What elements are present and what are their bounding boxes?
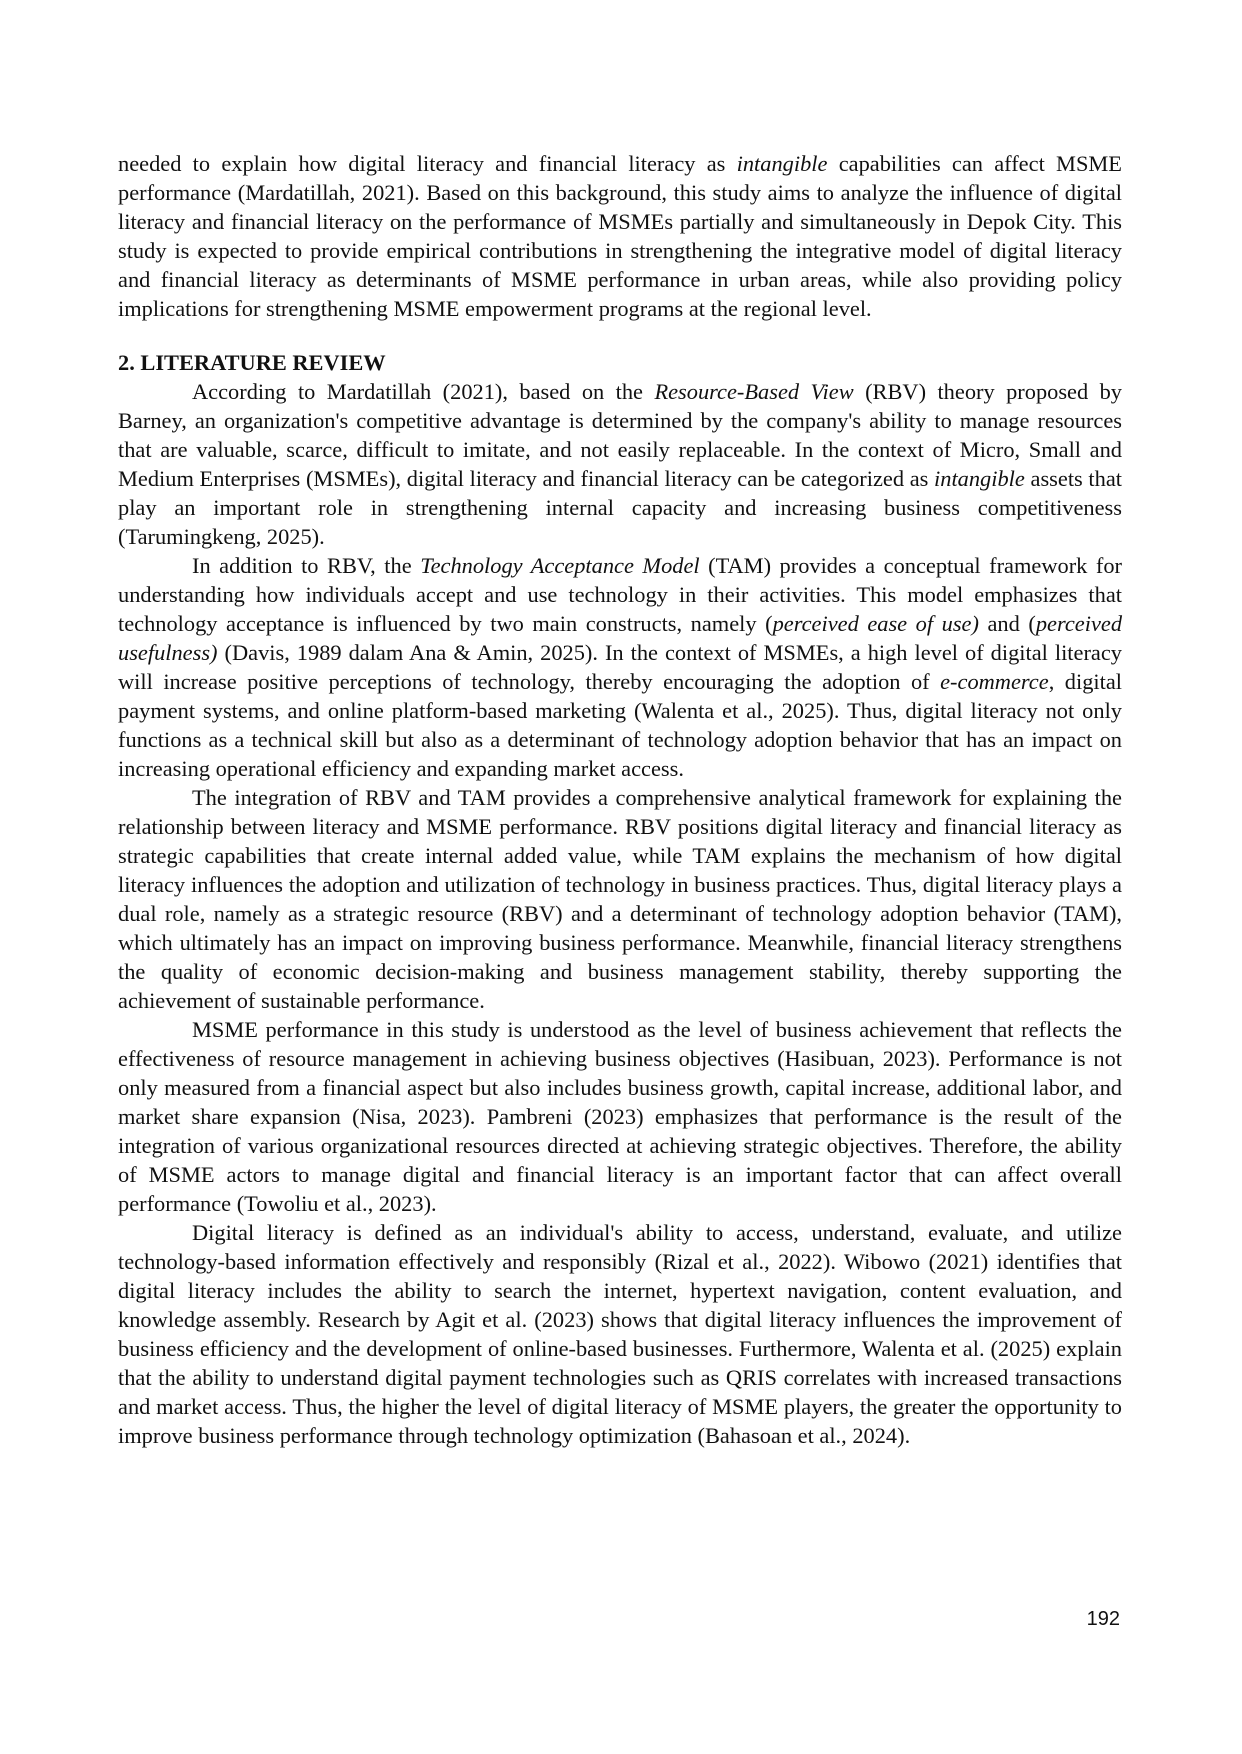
paragraph-digital-literacy <box>118 1218 1122 1450</box>
text-run: , digital payment systems, and online platform-based marketing (Walenta et al., 2025). Thus, digital literacy not only functions as a technical skill but also as a determinant of technology adoption behavior that has an impact on increasing operational efficiency and expanding market access. <box>118 669 1122 781</box>
paragraph-integration <box>118 783 1122 1015</box>
text-run: assets that play an important role in strengthening internal capacity and increasing business competitiveness (Tarumingkeng, 2025). <box>118 466 1123 549</box>
paragraph-rbv <box>118 377 1122 551</box>
text-run: Digital literacy is defined as an individual's ability to access, understand, evaluate, and utilize technology-based information effectively and responsibly (Rizal et al., 2022). Wibowo (2021) identifies that digital literacy includes the ability to search the internet, hypertext navigation, content evaluation, and knowledge assembly. Research by Agit et al. (2023) shows that digital literacy influences the improvement of business efficiency and the development of online-based businesses. Furthermore, Walenta et al. (2025) explain that the ability to understand digital payment technologies such as QRIS correlates with increased transactions and market access. Thus, the higher the level of digital literacy of MSME players, the greater the opportunity to improve business performance through technology optimization (Bahasoan et al., 2024). <box>118 1220 1122 1448</box>
text-run: capabilities can affect MSME performance (Mardatillah, 2021). Based on this background, this study aims to analyze the influence of digital literacy and financial literacy on the performance of MSMEs partially and simultaneously in Depok City. This study is expected to provide empirical contributions in strengthening the integrative model of digital literacy and financial literacy as determinants of MSME performance in urban areas, while also providing policy implications for strengthening MSME empowerment programs at the regional level. <box>118 151 1122 321</box>
page-number: 192 <box>1086 1608 1120 1630</box>
italic-term: perceived usefulness) <box>118 611 1123 665</box>
text-run: According to Mardatillah (2021), based on the <box>192 379 655 404</box>
italic-term: perceived ease of use) <box>772 611 979 636</box>
page-body <box>118 0 1122 1450</box>
italic-term: intangible <box>736 151 828 176</box>
text-run: MSME performance in this study is understood as the level of business achievement that reflects the effectiveness of resource management in achieving business objectives (Hasibuan, 2023). Performance is not only measured from a financial aspect but also includes business growth, capital increase, additional labor, and market share expansion (Nisa, 2023). Pambreni (2023) emphasizes that performance is the result of the integration of various organizational resources directed at achieving strategic objectives. Therefore, the ability of MSME actors to manage digital and financial literacy is an important factor that can affect overall performance (Towoliu et al., 2023). <box>118 1017 1122 1216</box>
text-run: needed to explain how digital literacy and financial literacy as <box>118 151 737 176</box>
text-run: (TAM) provides a conceptual framework for understanding how individuals accept and use technology in their activities. This model emphasizes that technology acceptance is influenced by two main constructs, namely ( <box>118 553 1122 636</box>
paragraph-intro-continuation <box>118 149 1122 323</box>
text-run: In addition to RBV, the <box>192 553 421 578</box>
italic-term: intangible <box>934 466 1025 491</box>
text-run: The integration of RBV and TAM provides a comprehensive analytical framework for explaining the relationship between literacy and MSME performance. RBV positions digital literacy and financial literacy as strategic capabilities that create internal added value, while TAM explains the mechanism of how digital literacy influences the adoption and utilization of technology in business practices. Thus, digital literacy plays a dual role, namely as a strategic resource (RBV) and a determinant of technology adoption behavior (TAM), which ultimately has an impact on improving business performance. Meanwhile, financial literacy strengthens the quality of economic decision-making and business management stability, thereby supporting the achievement of sustainable performance. <box>118 785 1122 1013</box>
text-run: and ( <box>978 611 1036 636</box>
paragraph-performance <box>118 1015 1122 1218</box>
text-run: (RBV) theory proposed by Barney, an organization's competitive advantage is determined by the company's ability to manage resources that are valuable, scarce, difficult to imitate, and not easily replaceable. In the context of Micro, Small and Medium Enterprises (MSMEs), digital literacy and financial literacy can be categorized as <box>118 379 1123 491</box>
italic-term: Resource-Based View <box>654 379 854 404</box>
paragraph-tam <box>118 551 1122 783</box>
italic-term: Technology Acceptance Model <box>420 553 700 578</box>
italic-term: e-commerce <box>940 669 1049 694</box>
section-heading-literature-review: 2. LITERATURE REVIEW <box>118 350 386 375</box>
text-run: (Davis, 1989 dalam Ana & Amin, 2025). In the context of MSMEs, a high level of digital literacy will increase positive perceptions of technology, thereby encouraging the adoption of <box>118 640 1122 694</box>
